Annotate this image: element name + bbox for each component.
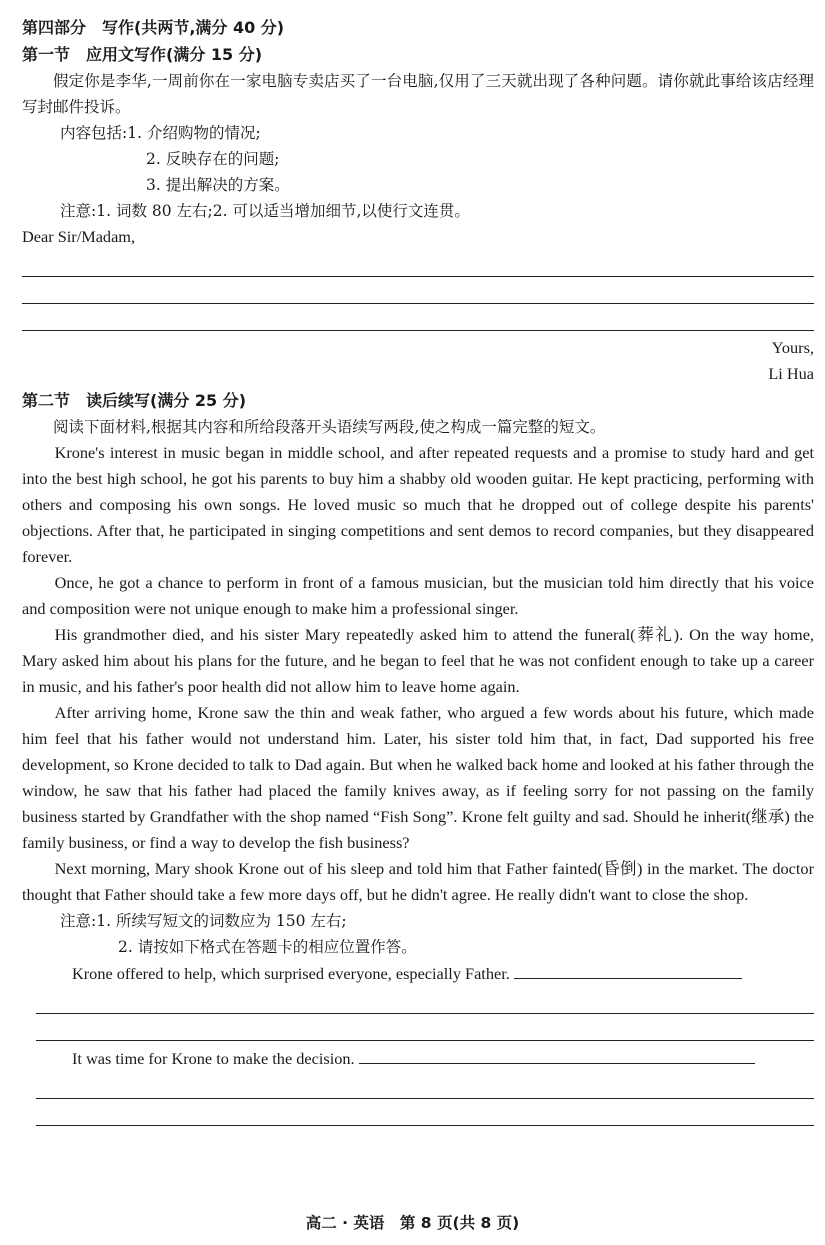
section2-instruction: 阅读下面材料,根据其内容和所给段落开头语续写两段,使之构成一篇完整的短文。 <box>53 418 606 436</box>
continuation-line-2 <box>36 1014 814 1041</box>
section1-note: 注意:1. 词数 80 左右;2. 可以适当增加细节,以使行文连贯。 <box>60 202 470 220</box>
part4-title: 第四部分 写作(共两节,满分 40 分) <box>22 18 285 37</box>
continuation-line-3 <box>36 1072 814 1099</box>
page-footer: 高二 · 英语 第 8 页(共 8 页) <box>305 1214 520 1232</box>
answer-line-1 <box>22 250 814 277</box>
email-greeting: Dear Sir/Madam, <box>22 227 136 246</box>
email-closing: Yours, <box>771 338 814 357</box>
starter-line-2 <box>22 1045 814 1072</box>
exam-page <box>22 14 814 1126</box>
answer-line-2 <box>22 277 814 304</box>
paragraph-starter-1: Krone offered to help, which surprised everyone, especially Father. <box>72 964 510 983</box>
answer-line-3 <box>22 304 814 331</box>
starter-2-fill-line <box>359 1045 755 1064</box>
continuation-line-1 <box>36 987 814 1014</box>
story-paragraph-3: His grandmother died, and his sister Mary repeatedly asked him to attend the funeral(葬礼). On the way home, Mary asked him about his plans for the future, and he began to feel that he was not confident enough to take up a career in music, and his father's poor health did not allow him to leave home again. <box>22 625 814 696</box>
section2-note-2: 2. 请按如下格式在答题卡的相应位置作答。 <box>118 938 417 956</box>
paragraph-starter-2: It was time for Krone to make the decision. <box>72 1049 355 1068</box>
story-paragraph-5: Next morning, Mary shook Krone out of his sleep and told him that Father fainted(昏倒) in the market. The doctor thought that Father should take a few more days off, but he didn't agree. He really didn't want to close the shop. <box>22 859 814 904</box>
section2-title: 第二节 读后续写(满分 25 分) <box>22 391 247 410</box>
section1-title: 第一节 应用文写作(满分 15 分) <box>22 45 263 64</box>
content-item-3: 3. 提出解决的方案。 <box>146 176 290 194</box>
section2-note-1: 注意:1. 所续写短文的词数应为 150 左右; <box>60 912 347 930</box>
content-item-2: 2. 反映存在的问题; <box>146 150 280 168</box>
section1-prompt: 假定你是李华,一周前你在一家电脑专卖店买了一台电脑,仅用了三天就出现了各种问题。请你就此事给该店经理写封邮件投诉。 <box>22 72 814 116</box>
story-paragraph-1: Krone's interest in music began in middle school, and after repeated requests and a promise to study hard and get into the best high school, he got his parents to buy him a shabby old wooden guitar. He kept practicing, performing with others and composing his own songs. He loved music so much that he dropped out of college despite his parents' objections. After that, he participated in singing competitions and sent demos to record companies, but they disappeared forever. <box>22 443 814 566</box>
story-paragraph-2: Once, he got a chance to perform in front of a famous musician, but the musician told him directly that his voice and composition were not unique enough to make him a professional singer. <box>22 573 814 618</box>
continuation-line-4 <box>36 1099 814 1126</box>
starter-line-1 <box>22 960 814 987</box>
email-signature: Li Hua <box>768 364 814 383</box>
story-paragraph-4: After arriving home, Krone saw the thin and weak father, who argued a few words about his future, which made him feel that his father would not understand him. Later, his sister told him that, in fact, Dad supported his free development, so Krone decided to talk to Dad again. But when he walked back home and looked at his father through the window, he saw that his father had placed the family knives away, as if feeling sorry for not passing on the family business started by Grandfather with the shop named “Fish Song”. Krone felt guilty and sad. Should he inherit(继承) the family business, or find a way to develop the fish business? <box>22 703 814 852</box>
content-intro: 内容包括:1. 介绍购物的情况; <box>60 124 261 142</box>
starter-1-fill-line <box>514 960 742 979</box>
